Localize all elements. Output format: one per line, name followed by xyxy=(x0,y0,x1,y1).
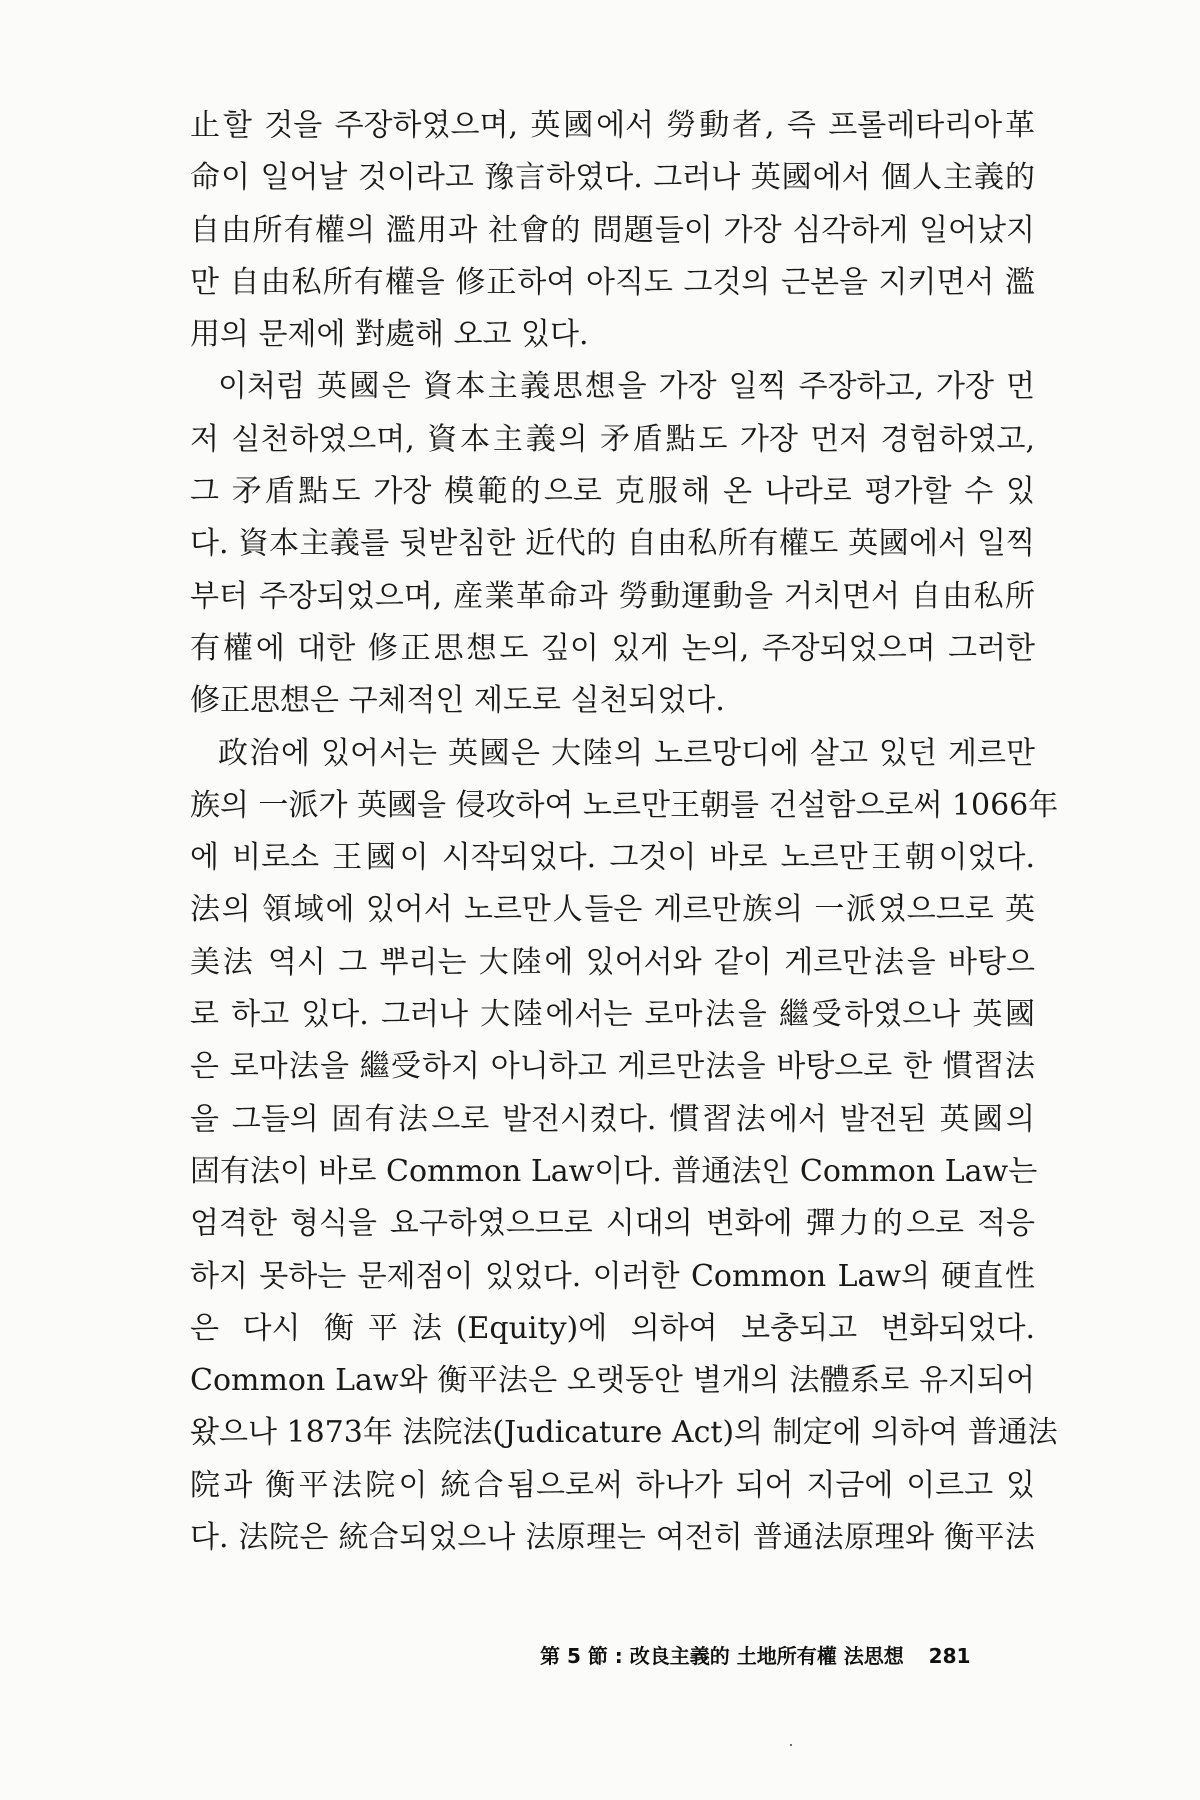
text-line: 이처럼 英國은 資本主義思想을 가장 일찍 주장하고, 가장 먼 xyxy=(218,369,1035,405)
text-line: 政治에 있어서는 英國은 大陸의 노르망디에 살고 있던 게르만 xyxy=(218,735,1035,771)
page-footer xyxy=(540,1640,1020,1669)
text-line: 하지 못하는 문제점이 있었다. 이러한 Common Law의 硬直性 xyxy=(190,1258,1035,1294)
text-line: 止할 것을 주장하였으며, 英國에서 勞動者, 즉 프롤레타리아革 xyxy=(190,108,1035,143)
text-line: 다. 法院은 統合되었으나 法原理는 여전히 普通法原理와 衡平法 xyxy=(190,1520,1035,1556)
running-head: 第 5 節 : 改良主義的 土地所有權 法思想 xyxy=(540,1644,904,1668)
text-line: 美法 역시 그 뿌리는 大陸에 있어서와 같이 게르만法을 바탕으 xyxy=(190,944,1035,980)
body-text xyxy=(190,100,1059,1564)
text-line: 엄격한 형식을 요구하였으므로 시대의 변화에 彈力的으로 적응 xyxy=(190,1206,1035,1242)
text-line: 命이 일어날 것이라고 豫言하였다. 그러나 英國에서 個人主義的 xyxy=(190,160,1035,196)
text-line: 왔으나 1873年 法院法(Judicature Act)의 制定에 의하여 普通法 xyxy=(190,1415,1058,1451)
text-line: 은 로마法을 繼受하지 아니하고 게르만法을 바탕으로 한 慣習法 xyxy=(190,1049,1035,1085)
text-line: 다. 資本主義를 뒷받침한 近代的 自由私所有權도 英國에서 일찍 xyxy=(190,526,1035,562)
print-speck xyxy=(790,1744,792,1746)
text-line: 用의 문제에 對處해 오고 있다. xyxy=(190,317,589,353)
text-line: 은 다시 衡平法(Equity)에 의하여 보충되고 변화되었다. xyxy=(190,1310,1035,1346)
text-line: 을 그들의 固有法으로 발전시켰다. 慣習法에서 발전된 英國의 xyxy=(190,1101,1035,1137)
page-number: 281 xyxy=(928,1644,971,1668)
text-line: 法의 領域에 있어서 노르만人들은 게르만族의 一派였으므로 英 xyxy=(190,892,1035,928)
text-line: 그 矛盾點도 가장 模範的으로 克服해 온 나라로 평가할 수 있 xyxy=(190,474,1035,510)
text-line: 저 실천하였으며, 資本主義의 矛盾點도 가장 먼저 경험하였고, xyxy=(190,421,1035,457)
text-line: 로 하고 있다. 그러나 大陸에서는 로마法을 繼受하였으나 英國 xyxy=(190,997,1035,1033)
text-line: 固有法이 바로 Common Law이다. 普通法인 Common Law는 xyxy=(190,1153,1038,1189)
text-line: 有權에 대한 修正思想도 깊이 있게 논의, 주장되었으며 그러한 xyxy=(190,630,1035,666)
text-line: 自由所有權의 濫用과 社會的 問題들이 가장 심각하게 일어났지 xyxy=(190,212,1035,248)
text-line: Common Law와 衡平法은 오랫동안 별개의 法體系로 유지되어 xyxy=(190,1363,1035,1399)
text-line: 에 비로소 王國이 시작되었다. 그것이 바로 노르만王朝이었다. xyxy=(190,840,1035,876)
text-line: 修正思想은 구체적인 제도로 실천되었다. xyxy=(190,683,725,719)
text-line: 부터 주장되었으며, 産業革命과 勞動運動을 거치면서 自由私所 xyxy=(190,578,1035,614)
text-line: 만 自由私所有權을 修正하여 아직도 그것의 근본을 지키면서 濫 xyxy=(190,264,1035,300)
text-line: 族의 一派가 英國을 侵攻하여 노르만王朝를 건설함으로써 1066年 xyxy=(190,787,1059,823)
text-line: 院과 衡平法院이 統合됨으로써 하나가 되어 지금에 이르고 있 xyxy=(190,1467,1035,1503)
